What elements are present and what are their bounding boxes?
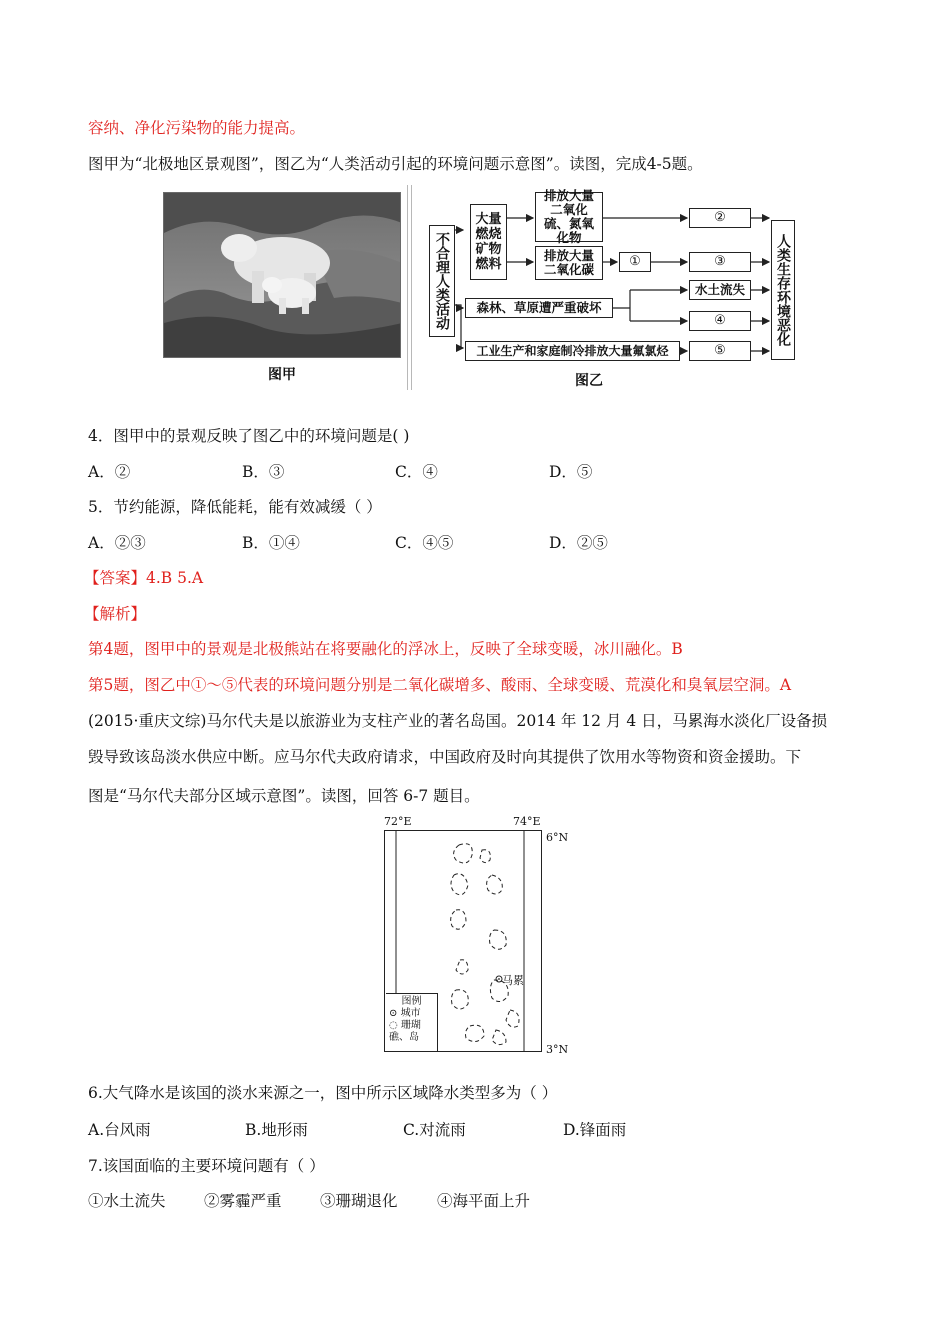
node-root-label: 不合理人类活动 (434, 232, 450, 330)
passage-line-3: 图是“马尔代夫部分区域示意图”。读图，回答 6-7 题目。 (88, 787, 480, 805)
map-lon-right: 74°E (513, 815, 541, 828)
legend-city: 城市 (400, 1008, 421, 1019)
node-4 (689, 311, 751, 331)
q7-item-3: ③珊瑚退化 (320, 1192, 398, 1210)
node-5-label: ⑤ (714, 343, 726, 358)
passage-line-1: (2015·重庆文综)马尔代夫是以旅游业为支柱产业的著名岛国。2014 年 12 月 4 日，马累海水淡化厂设备损 (88, 712, 828, 730)
polar-bear-photo (163, 192, 401, 358)
node-result (771, 220, 795, 360)
q6-option-d: D.锋面雨 (563, 1121, 627, 1139)
node-soil-label: 水土流失 (694, 282, 745, 297)
node-1 (619, 252, 651, 272)
q4-option-b: B．③ (242, 463, 285, 481)
legend-reef-row (389, 1020, 434, 1044)
intro-red-text: 容纳、净化污染物的能力提高。 (88, 119, 306, 137)
q6-option-a: A.台风雨 (88, 1121, 151, 1139)
figure-jia (163, 192, 401, 388)
node-forest-label: 森林、草原遭严重破坏 (476, 300, 602, 315)
q7-item-2: ②雾霾严重 (204, 1192, 282, 1210)
q5-option-a: A．②③ (88, 534, 146, 552)
node-3-label: ③ (714, 254, 726, 269)
node-forest (465, 298, 613, 318)
analysis-q4: 第4题，图甲中的景观是北极熊站在将要融化的浮冰上，反映了全球变暖，冰川融化。B (88, 640, 683, 658)
figure-intro: 图甲为“北极地区景观图”，图乙为“人类活动引起的环境问题示意图”。读图，完成4-5题。 (88, 155, 703, 173)
analysis-q5: 第5题，图乙中①～⑤代表的环境问题分别是二氧化碳增多、酸雨、全球变暖、荒漠化和臭氧层空洞。A (88, 676, 792, 694)
legend-city-row (389, 1008, 434, 1020)
q4-stem: 4．图甲中的景观反映了图乙中的环境问题是( ) (88, 427, 410, 445)
figure-divider-2 (411, 185, 412, 390)
figure-yi-caption: 图乙 (575, 373, 603, 389)
q4-option-a: A．② (88, 463, 131, 481)
maldives-map (378, 815, 578, 1060)
node-1-label: ① (629, 254, 641, 269)
node-soil (689, 280, 751, 300)
legend-title: 图例 (401, 996, 422, 1007)
map-city-label: 马累 (502, 974, 524, 987)
node-industry-label: 工业生产和家庭制冷排放大量氟氯烃 (476, 344, 669, 358)
q7-stem: 7.该国面临的主要环境问题有（ ） (88, 1157, 325, 1175)
city-symbol-icon: ⊙ (389, 1008, 398, 1019)
node-co2 (535, 246, 603, 280)
q5-option-c: C．④⑤ (395, 534, 454, 552)
map-lat-bottom: 3°N (546, 1043, 569, 1056)
node-fuel (470, 204, 507, 280)
passage-line-2: 毁导致该岛淡水供应中断。应马尔代夫政府请求，中国政府及时向其提供了饮用水等物资和资金援助。下 (88, 748, 802, 766)
map-legend (386, 993, 438, 1051)
map-lat-top: 6°N (546, 831, 569, 844)
node-so2 (535, 188, 603, 245)
q4-option-d: D．⑤ (549, 463, 593, 481)
figure-divider (407, 185, 408, 390)
q7-item-1: ①水土流失 (88, 1192, 166, 1210)
node-4-label: ④ (714, 313, 726, 328)
node-fuel-label: 大量燃烧矿物燃料 (475, 212, 502, 272)
figure-jia-caption: 图甲 (268, 367, 296, 383)
figure-yi (425, 190, 800, 390)
legend-reef: 珊瑚礁、岛 (389, 1020, 421, 1043)
node-2 (689, 208, 751, 228)
q6-stem: 6.大气降水是该国的淡水来源之一，图中所示区域降水类型多为（ ） (88, 1084, 558, 1102)
node-3 (689, 252, 751, 272)
reef-symbol-icon: ◌ (389, 1020, 398, 1031)
q7-item-4: ④海平面上升 (437, 1192, 531, 1210)
polar-bear-illustration (164, 193, 401, 358)
node-co2-label: 排放大量二氧化碳 (543, 248, 594, 277)
node-root (429, 225, 455, 337)
q6-option-c: C.对流雨 (403, 1121, 466, 1139)
q5-option-d: D．②⑤ (549, 534, 608, 552)
q6-option-b: B.地形雨 (245, 1121, 308, 1139)
node-5 (689, 341, 751, 361)
q4-option-c: C．④ (395, 463, 438, 481)
map-lon-left: 72°E (384, 815, 412, 828)
node-so2-label: 排放大量二氧化硫、氮氧化物 (543, 188, 594, 245)
answer-text: 【答案】4.B 5.A (84, 569, 204, 587)
node-industry (465, 341, 680, 361)
node-2-label: ② (714, 210, 726, 225)
node-result-label: 人类生存环境恶化 (775, 234, 791, 346)
analysis-label: 【解析】 (84, 605, 147, 623)
q5-option-b: B．①④ (242, 534, 300, 552)
q5-stem: 5．节约能源，降低能耗，能有效减缓（ ） (88, 498, 382, 516)
